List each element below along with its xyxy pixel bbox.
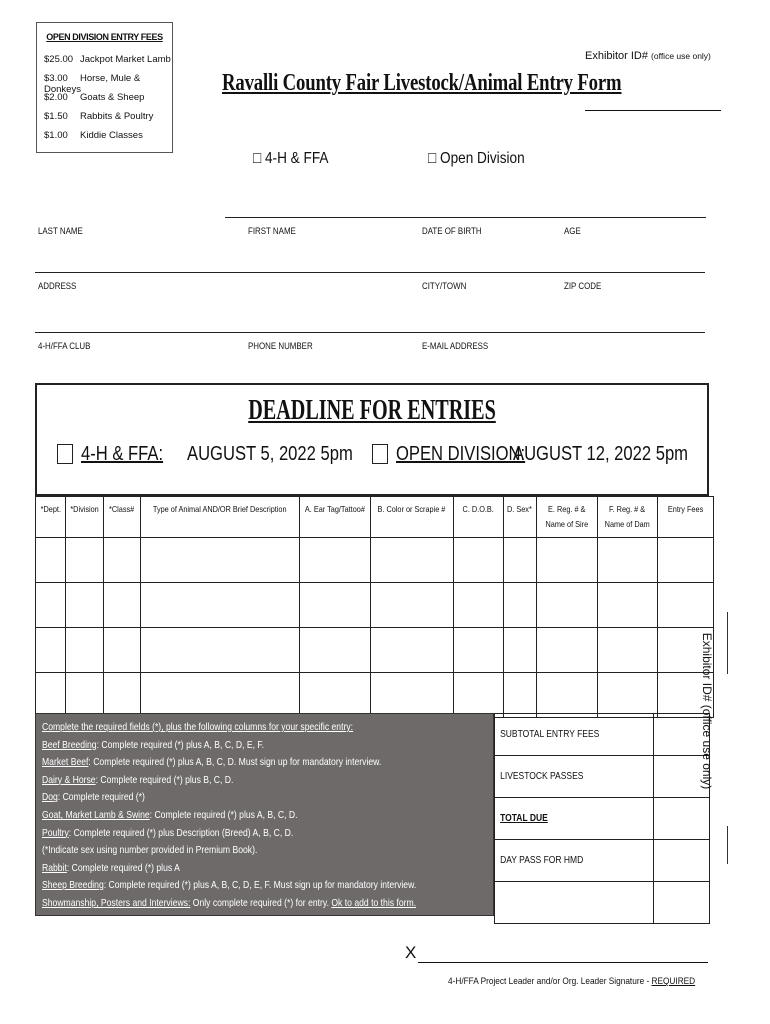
fee-label: Goats & Sheep (80, 92, 145, 103)
fee-label: Rabbits & Poultry (80, 111, 154, 122)
city-town-field[interactable]: CITY/TOWN (422, 281, 467, 291)
signature-field[interactable] (418, 962, 708, 963)
day-pass-label: DAY PASS FOR HMD (500, 855, 584, 866)
col-header-division: *Division (66, 497, 104, 538)
fee-amount: $1.50 (44, 111, 68, 122)
col-header-description: Type of Animal AND/OR Brief Description (141, 497, 300, 538)
col-header-color: B. Color or Scrapie # (370, 497, 453, 538)
signature-x-mark: X (405, 943, 417, 962)
field-divider (225, 217, 706, 218)
col-header-class: *Class# (104, 497, 141, 538)
subtotal-label: SUBTOTAL ENTRY FEES (500, 729, 600, 740)
deadline-open-checkbox[interactable] (372, 444, 388, 464)
fee-label: Jackpot Market Lamb (80, 54, 171, 65)
livestock-passes-label: LIVESTOCK PASSES (500, 771, 584, 782)
table-row[interactable] (36, 538, 714, 583)
deadline-open-date: AUGUST 12, 2022 5pm (513, 443, 689, 465)
phone-number-field[interactable]: PHONE NUMBER (248, 341, 313, 351)
instructions-text (42, 719, 416, 913)
deadline-open-label: OPEN DIVISION: (396, 443, 526, 465)
instr-sheep: Sheep Breeding: Complete required (*) plus A, B, C, D, E, F. Must sign up for mandatory interview. (42, 879, 417, 892)
division-4h-ffa-checkbox[interactable]: □ 4-H & FFA (253, 150, 329, 167)
col-header-sire: E. Reg. # & Name of Sire (536, 497, 597, 538)
totals-row (495, 882, 710, 924)
fee-label: Horse, Mule & Donkeys (44, 73, 141, 95)
fee-row (44, 54, 171, 65)
totals-row (495, 756, 710, 798)
instr-goat: Goat, Market Lamb & Swine: Complete required (*) plus A, B, C, D. (42, 808, 298, 821)
fee-box-title: OPEN DIVISION ENTRY FEES (46, 32, 163, 42)
instr-market-beef: Market Beef: Complete required (*) plus A, B, C, D. Must sign up for mandatory interview. (42, 756, 382, 769)
fee-amount: $1.00 (44, 130, 68, 141)
signature-label: 4-H/FFA Project Leader and/or Org. Leader Signature - REQUIRED (448, 976, 696, 987)
fee-amount: $25.00 (44, 54, 74, 65)
fee-amount: $3.00 (44, 73, 68, 84)
totals-row (495, 840, 710, 882)
instr-beef: Beef Breeding: Complete required (*) plus A, B, C, D, E, F. (42, 738, 265, 751)
col-header-entry-fees: Entry Fees (657, 497, 713, 538)
entries-table (35, 496, 714, 718)
totals-row (495, 714, 710, 756)
table-header-row (36, 497, 714, 538)
email-address-field[interactable]: E-MAIL ADDRESS (422, 341, 489, 351)
instr-dog: Dog: Complete required (*) (42, 791, 145, 804)
field-divider (35, 272, 705, 273)
instr-dairy: Dairy & Horse: Complete required (*) plus B, C, D. (42, 773, 234, 786)
exhibitor-id-note: (office use only) (651, 51, 711, 61)
totals-table (494, 713, 710, 924)
signature-required: REQUIRED (651, 976, 696, 987)
deadline-title: DEADLINE FOR ENTRIES (248, 395, 496, 426)
col-header-dept: *Dept. (36, 497, 66, 538)
instr-poultry: Poultry: Complete required (*) plus Description (Breed) A, B, C, D. (42, 826, 294, 839)
side-divider-top (727, 612, 728, 674)
col-header-dob: C. D.O.B. (453, 497, 503, 538)
zip-code-field[interactable]: ZIP CODE (564, 281, 602, 291)
table-row[interactable] (36, 673, 714, 718)
instr-intro: Complete the required fields (*), plus the following columns for your specific entry: (42, 721, 354, 733)
col-header-dam: F. Reg. # & Name of Dam (597, 497, 657, 538)
instr-showmanship: Showmanship, Posters and Interviews: Only complete required (*) for entry. Ok to add to this form. (42, 896, 417, 909)
fee-row (44, 92, 144, 103)
total-due-label: TOTAL DUE (500, 813, 548, 824)
side-exhibitor-id-label: Exhibitor ID# (office use only) (700, 632, 714, 790)
form-title: Ravalli County Fair Livestock/Animal Entry Form (222, 70, 622, 96)
totals-row (495, 798, 710, 840)
field-divider (35, 332, 705, 333)
instructions-box (35, 713, 494, 916)
side-divider-bottom (727, 826, 728, 864)
fee-label: Kiddie Classes (80, 130, 143, 141)
extra-value[interactable] (654, 882, 710, 924)
exhibitor-id-text: Exhibitor ID# (585, 50, 648, 62)
fee-box (36, 22, 173, 153)
fee-row (44, 111, 153, 122)
instr-rabbit: Rabbit: Complete required (*) plus A (42, 861, 180, 874)
first-name-field[interactable]: FIRST NAME (248, 226, 296, 236)
col-header-ear-tag: A. Ear Tag/Tattoo# (300, 497, 371, 538)
deadline-4h-date: AUGUST 5, 2022 5pm (187, 443, 353, 465)
exhibitor-id-label (585, 50, 711, 62)
deadline-4h-checkbox[interactable] (57, 444, 73, 464)
col-header-sex: D. Sex* (503, 497, 536, 538)
club-field[interactable]: 4-H/FFA CLUB (38, 341, 91, 351)
address-field[interactable]: ADDRESS (38, 281, 77, 291)
last-name-field[interactable]: LAST NAME (38, 226, 83, 236)
exhibitor-id-field[interactable] (585, 110, 721, 111)
deadline-box (35, 383, 709, 496)
instr-sex-note: (*Indicate sex using number provided in Premium Book). (42, 844, 258, 857)
deadline-4h-label: 4-H & FFA: (81, 443, 164, 465)
date-of-birth-field[interactable]: DATE OF BIRTH (422, 226, 482, 236)
age-field[interactable]: AGE (564, 226, 581, 236)
division-open-checkbox[interactable]: □ Open Division (428, 150, 525, 167)
table-row[interactable] (36, 583, 714, 628)
day-pass-value[interactable] (654, 840, 710, 882)
fee-amount: $2.00 (44, 92, 68, 103)
table-row[interactable] (36, 628, 714, 673)
fee-row (44, 130, 143, 141)
